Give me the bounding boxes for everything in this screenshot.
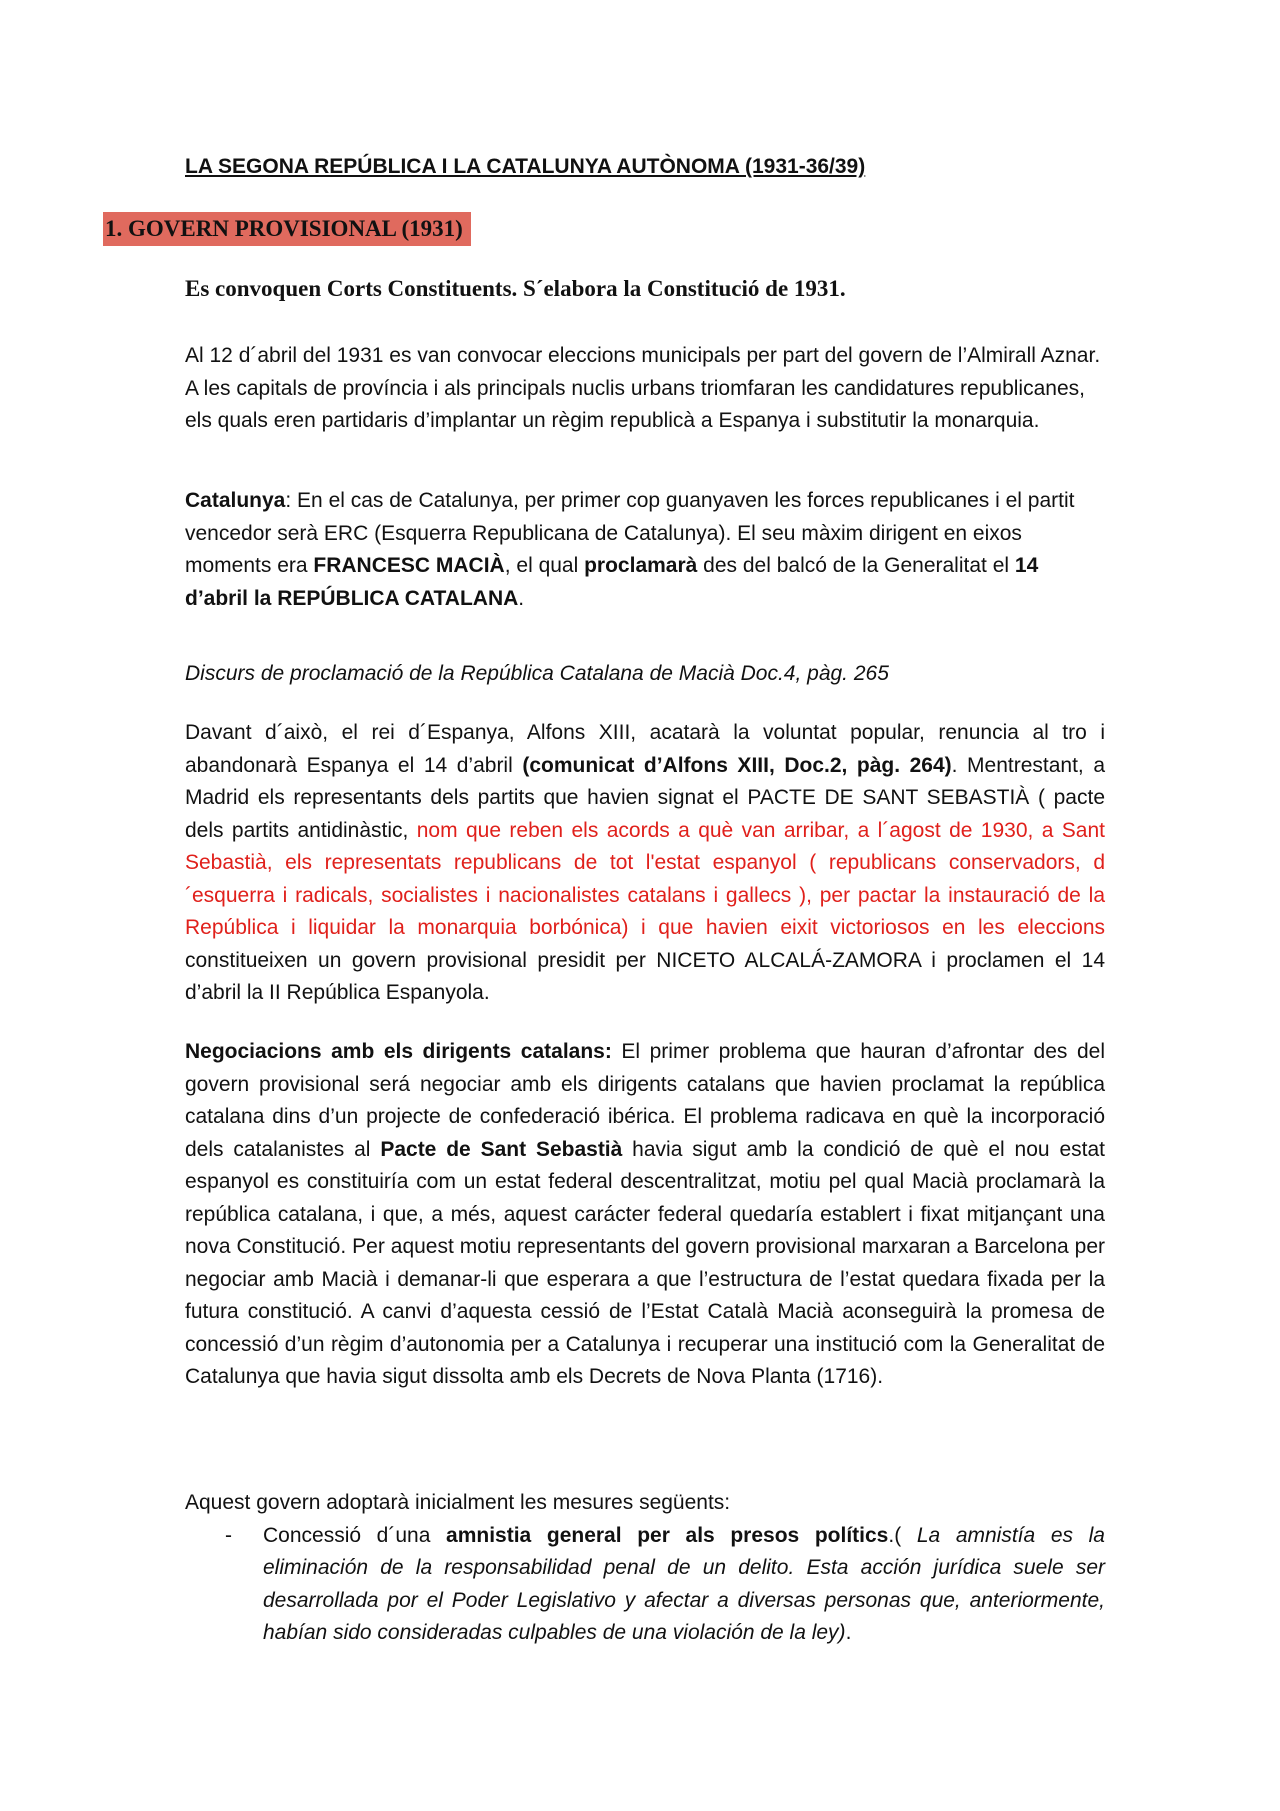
section-heading [103, 212, 471, 246]
section-number: 1. [105, 216, 123, 241]
proclamara-word: proclamarà [584, 554, 698, 577]
document-title: LA SEGONA REPÚBLICA I LA CATALUNYA AUTÒNOMA (1931-36/39) [185, 155, 866, 178]
bullet-dash: - [225, 1523, 232, 1547]
measure-amnistia-bold: amnistia general per als presos polítics [446, 1523, 889, 1547]
discurs-reference: Discurs de proclamació de la República Catalana de Macià Doc.4, pàg. 265 [185, 662, 889, 685]
pacte-definition-red: nom que reben els acords a què van arribar, a l´agost de 1930, a Sant Sebastià, els representats republicans de tot l'estat espanyol ( republicans conservadors, d´esquerra i radicals, socialistes i nacionalistes catalans i gallecs ), per pactar la instauració de la República i liquidar la monarquia borbónica) i que havien eixit victoriosos en les eleccions [185, 818, 1105, 939]
subheading: Es convoquen Corts Constituents. S´elabora la Constitució de 1931. [185, 276, 846, 301]
paragraph-alfons [185, 717, 1105, 1010]
measures-block [185, 1487, 1105, 1650]
measure-definition-italic: La amnistía es la eliminación de la responsabilidad penal de un delito. Esta acción jurídica suele ser desarrollada por el Poder Legislativo y afectar a diversas personas que, anteriormente, habían sido consideradas culpables de una violación de la ley) [263, 1523, 1105, 1644]
measure-text-2: .( [888, 1523, 917, 1547]
catalunya-text-1: : En el cas de Catalunya, per primer cop guanyaven les forces republicanes i el partit vencedor serà ERC (Esquerra Republicana de Catalunya). El seu màxim dirigent en eixos moments era [185, 489, 1075, 577]
section-year: (1931) [401, 216, 463, 241]
measure-text-3: . [845, 1621, 852, 1644]
negociacions-text-1: El primer problema que hauran d’afrontar des del govern provisional será negociar amb els dirigents catalans que havien proclamat la república catalana dins d’un projecte de confederació ibérica. El problema radicava en què la incorporació dels catalanistes al [185, 1040, 1105, 1161]
alfons-text-1: Davant d´això, el rei d´Espanya, Alfons XIII, acatarà la voluntat popular, renuncia al tro i abandonarà Espanya el 14 d’abril [185, 721, 1105, 777]
alfons-doc-reference: (comunicat d’Alfons XIII, Doc.2, pàg. 264) [522, 753, 952, 777]
negociacions-label: Negociacions amb els dirigents catalans: [185, 1040, 612, 1063]
measure-item-amnistia [185, 1520, 1105, 1650]
negociacions-text-2: havia sigut amb la condició de què el nou estat espanyol es constituiría com un estat federal descentralitzat, motiu pel qual Macià proclamarà la república catalana, i que, a més, aquest carácter federal quedaría establert i fixat mitjançant una nova Constitució. Per aquest motiu representants del govern provisional marxaran a Barcelona per negociar amb Macià i demanar-li que esperara a que l’estructura de l’estat quedara fixada per la futura constitució. A canvi d’aquesta cessió de l’Estat Català Macià aconseguirà la promesa de concessió d’un règim d’autonomia per a Catalunya i recuperar una institució com la Generalitat de Catalunya que havia sigut dissolta amb els Decrets de Nova Planta (1716). [185, 1137, 1105, 1388]
measure-text-1: Concessió d´una [263, 1523, 447, 1547]
republica-catalana-date: 14 d’abril la REPÚBLICA CATALANA [185, 554, 1039, 610]
catalunya-text-4: . [518, 586, 525, 610]
paragraph-catalunya [185, 485, 1105, 615]
pacte-sant-sebastia: Pacte de Sant Sebastià [380, 1137, 623, 1161]
alfons-text-3: constitueixen un govern provisional presidit per NICETO ALCALÁ-ZAMORA i proclamen el 14 d’abril la II República Espanyola. [185, 948, 1105, 1004]
catalunya-label: Catalunya [185, 489, 286, 512]
measures-intro: Aquest govern adoptarà inicialment les mesures següents: [185, 1491, 731, 1514]
catalunya-text-3: des del balcó de la Generalitat el [697, 554, 1015, 577]
paragraph-elections: Al 12 d´abril del 1931 es van convocar eleccions municipals per part del govern de l’Almirall Aznar. A les capitals de província i als principals nuclis urbans triomfaran les candidatures republicanes, els quals eren partidaris d’implantar un règim republicà a Espanya i substitutir la monarquia. [185, 344, 1101, 432]
paragraph-discurs-reference [185, 658, 1105, 691]
catalunya-text-2: , el qual [504, 554, 585, 577]
alfons-text-2: . Mentrestant, a Madrid els representants dels partits que havien signat el PACTE DE SANT SEBASTIÀ ( pacte dels partits antidinàstic, [185, 753, 1105, 842]
paragraph-negociacions [185, 1036, 1105, 1394]
section-title: GOVERN PROVISIONAL [128, 216, 396, 241]
macia-name: FRANCESC MACIÀ [313, 554, 505, 577]
